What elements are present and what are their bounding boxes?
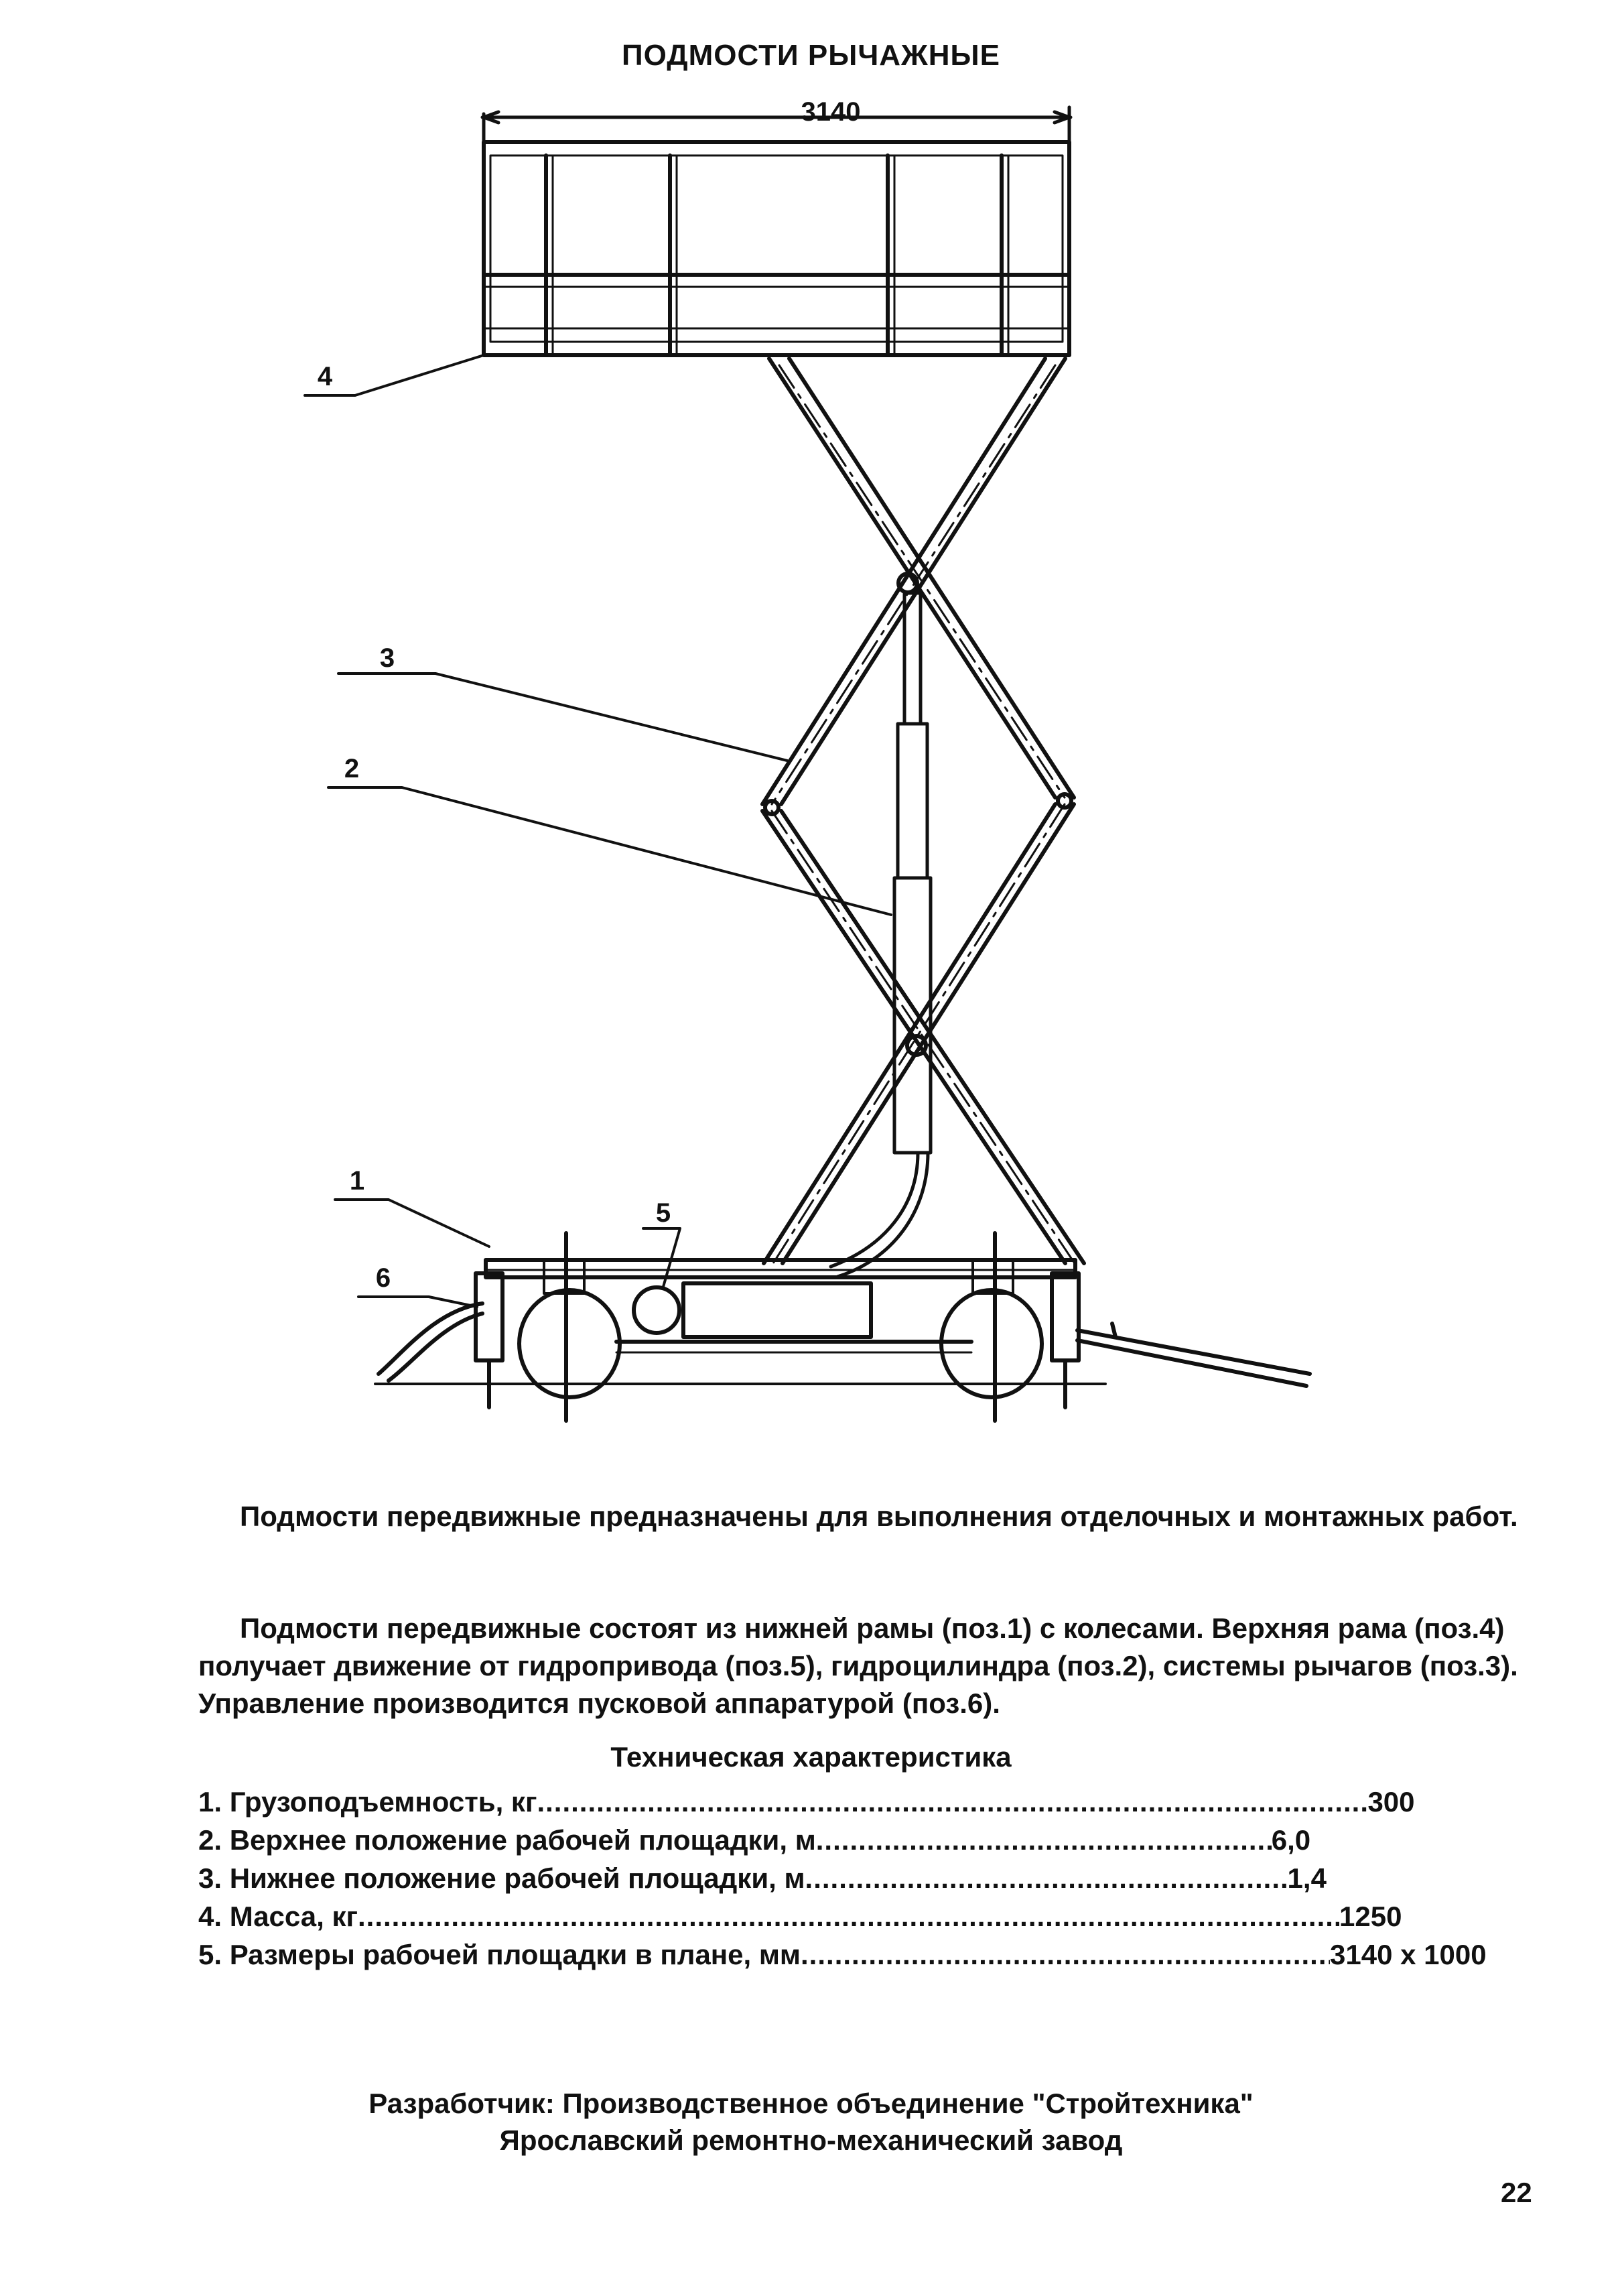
developer-line: Разработчик: Производственное объединение "Стройтехника" <box>368 2088 1254 2119</box>
spec-value: 6,0 <box>1271 1824 1311 1856</box>
spec-row <box>198 1901 1592 1939</box>
description-paragraph-1: Подмости передвижные предназначены для выполнения отделочных и монтажных работ. <box>240 1501 1518 1532</box>
plant-line: Ярославский ремонтно-механический завод <box>499 2124 1123 2156</box>
spec-row <box>198 1824 1592 1862</box>
page-number: 22 <box>1501 2177 1532 2208</box>
upper-platform <box>484 142 1069 355</box>
spec-label: 3. Нижнее положение рабочей площадки, м <box>198 1862 805 1894</box>
spec-value: 1250 <box>1339 1901 1402 1932</box>
leader-dots <box>358 1901 1339 1933</box>
callout-3: 3 <box>379 643 395 673</box>
leader-lines <box>305 355 891 1307</box>
leader-dots <box>805 1862 1288 1895</box>
spec-label: 1. Грузоподъемность, кг <box>198 1786 537 1817</box>
leader-dots <box>816 1824 1272 1856</box>
callout-4: 4 <box>317 362 333 391</box>
callout-1: 1 <box>349 1166 365 1196</box>
spec-value: 300 <box>1367 1786 1415 1817</box>
lower-frame <box>375 1233 1310 1421</box>
scissor-arms <box>762 359 1084 1263</box>
leader-dots <box>801 1939 1330 1971</box>
spec-label: 5. Размеры рабочей площадки в плане, мм <box>198 1939 801 1970</box>
page-title: ПОДМОСТИ РЫЧАЖНЫЕ <box>622 39 1000 72</box>
leader-dots <box>537 1786 1367 1818</box>
dimension-label: 3140 <box>801 97 861 127</box>
spec-row <box>198 1786 1592 1824</box>
description-paragraph-2: Подмости передвижные состоят из нижней рамы (поз.1) с колесами. Верхняя рама (поз.4) получает движение от гидропривода (поз.5), гидроцилиндра (поз.2), системы рычагов (поз.3). Управление производится пусковой аппаратурой (поз.6). <box>198 1612 1518 1719</box>
callout-6: 6 <box>375 1263 391 1293</box>
dimension-line <box>482 107 1071 161</box>
spec-label: 2. Верхнее положение рабочей площадки, м <box>198 1824 816 1856</box>
spec-row <box>198 1939 1592 1977</box>
callout-2: 2 <box>344 754 360 783</box>
spec-label: 4. Масса, кг <box>198 1901 358 1932</box>
spec-row <box>198 1862 1592 1901</box>
callout-5: 5 <box>655 1198 671 1228</box>
spec-value: 1,4 <box>1287 1862 1327 1894</box>
specs-title: Техническая характеристика <box>610 1741 1012 1773</box>
specs-list <box>198 1786 1592 1977</box>
spec-value: 3140 x 1000 <box>1330 1939 1487 1970</box>
